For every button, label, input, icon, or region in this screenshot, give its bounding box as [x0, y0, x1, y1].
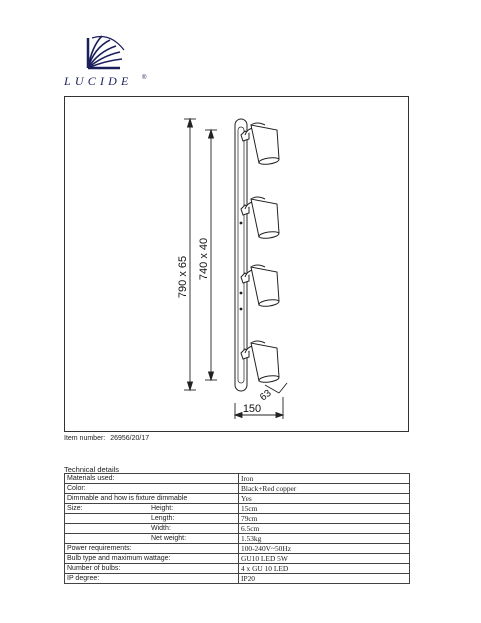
spec-row [65, 484, 410, 494]
spec-row [65, 474, 410, 484]
spec-label-cell [65, 544, 239, 554]
spec-label-cell [65, 564, 239, 574]
spec-row [65, 574, 410, 584]
spec-value: Yes [239, 494, 410, 504]
brand-name: LUCIDE [64, 74, 133, 88]
item-number-label: Item number: [64, 435, 106, 442]
spec-label-cell [65, 514, 239, 524]
spec-sublabel: Height: [151, 505, 174, 512]
spec-label: Dimmable and how is fixture dimmable [67, 495, 188, 502]
dimension-inner-label: 740 x 40 [198, 237, 210, 281]
spec-label-cell [65, 534, 239, 544]
spec-label-cell [65, 554, 239, 564]
spec-value: 6.5cm [239, 524, 410, 534]
spec-label: Number of bulbs: [67, 565, 121, 572]
spec-label: Color: [67, 485, 86, 492]
registered-mark: ® [142, 75, 147, 81]
spec-sublabel: Width: [151, 525, 171, 532]
spotlight-bar-drawing [65, 97, 410, 433]
spec-row [65, 504, 410, 514]
dimension-depth-label: 63 [258, 387, 274, 404]
spec-label-cell [65, 574, 239, 584]
spec-label: Bulb type and maximum wattage: [67, 555, 171, 562]
spec-value: Iron [239, 474, 410, 484]
spec-row [65, 514, 410, 524]
spec-label: Materials used: [67, 475, 115, 482]
spec-sublabel: Length: [151, 515, 175, 522]
spec-sublabel: Net weight: [151, 535, 187, 542]
spec-row [65, 534, 410, 544]
spec-value: 79cm [239, 514, 410, 524]
spec-value: Black+Red copper [239, 484, 410, 494]
spec-row [65, 524, 410, 534]
spec-label: Power requirements: [67, 545, 132, 552]
spec-label-cell [65, 484, 239, 494]
spec-value: GU10 LED 5W [239, 554, 410, 564]
brand-logo [64, 28, 146, 94]
spec-label-cell [65, 494, 239, 504]
spec-label-cell [65, 474, 239, 484]
item-number [64, 435, 152, 442]
dimension-line-overall [184, 119, 196, 390]
technical-details-table [64, 473, 410, 584]
dimension-overall-label: 790 x 65 [177, 255, 189, 299]
item-number-value: 26956/20/17 [110, 435, 150, 442]
spec-value: 1.53kg [239, 534, 410, 544]
spec-row [65, 554, 410, 564]
spec-label: Size: [67, 505, 83, 512]
spec-row [65, 564, 410, 574]
spec-value: IP20 [239, 574, 410, 584]
spec-label-cell [65, 504, 239, 514]
lucide-fan-logo-icon [80, 28, 130, 72]
spec-value: 15cm [239, 504, 410, 514]
technical-details-title: Technical details [64, 465, 120, 474]
spec-value: 100-240V~50Hz [239, 544, 410, 554]
spec-row [65, 494, 410, 504]
spec-label: IP degree: [67, 575, 100, 582]
spec-row [65, 544, 410, 554]
spec-value: 4 x GU 10 LED [239, 564, 410, 574]
technical-drawing [64, 96, 409, 432]
dimension-width-label: 150 [242, 403, 262, 415]
spec-label-cell [65, 524, 239, 534]
